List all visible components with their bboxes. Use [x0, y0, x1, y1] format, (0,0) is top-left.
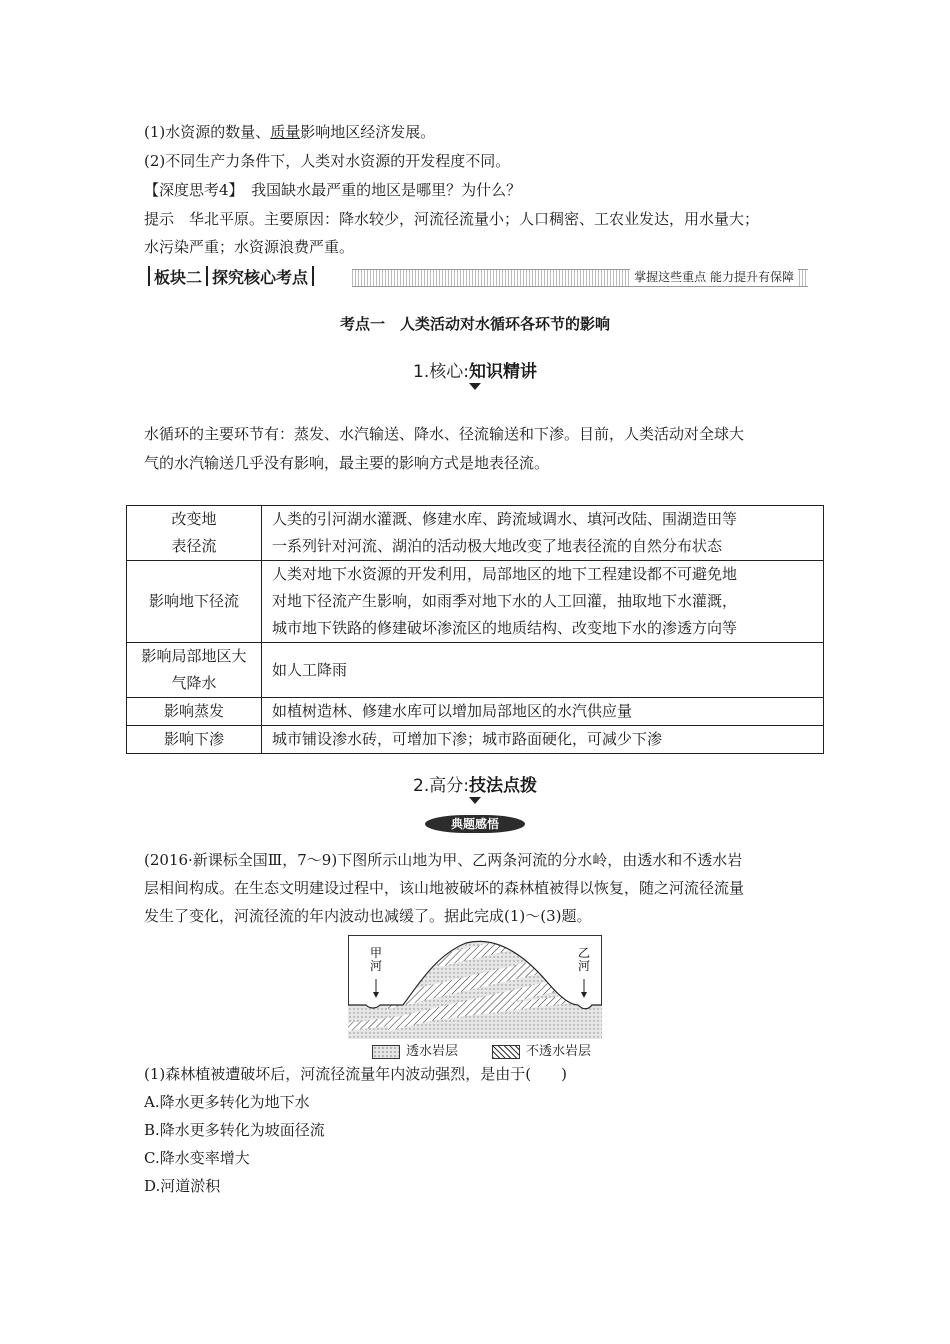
point-1: (1)水资源的数量、质量影响地区经济发展。	[144, 123, 436, 141]
down-triangle-icon	[469, 383, 481, 390]
left-river-label: 甲河	[369, 946, 383, 973]
q1-option-c[interactable]: C.降水变率增大	[144, 1149, 250, 1167]
table-desc: 如植树造林、修建水库可以增加局部地区的水汽供应量	[262, 698, 824, 726]
table-row	[127, 726, 824, 754]
table-desc: 人类的引河湖水灌溉、修建水库、跨流域调水、填河改陆、围湖造田等 一系列针对河流、湖泊的活动极大地改变了地表径流的自然分布状态	[262, 506, 824, 561]
table-desc: 人类对地下水资源的开发利用，局部地区的地下工程建设都不可避免地 对地下径流产生影响，如雨季对地下水的人工回灌，抽取地下水灌溉， 城市地下铁路的修建破坏渗流区的地质结构、改变地下水的渗透方向等	[262, 561, 824, 643]
table-desc: 城市铺设渗水砖，可增加下渗；城市路面硬化，可减少下渗	[262, 726, 824, 754]
typical-question-badge: 典题感悟	[425, 815, 525, 833]
section-1-num: 1.核心:	[413, 362, 469, 382]
table-key: 影响局部地区大 气降水	[127, 643, 262, 698]
section-banner	[144, 265, 810, 289]
table-key: 影响下渗	[127, 726, 262, 754]
down-triangle-icon	[469, 797, 481, 804]
deep-thinking-question: 我国缺水最严重的地区是哪里？为什么？	[251, 181, 522, 199]
banner-part: 板块二	[154, 267, 203, 287]
deep-thinking-tag: 【深度思考4】	[144, 181, 237, 199]
q1-option-d[interactable]: D.河道淤积	[144, 1177, 221, 1195]
table-key: 影响地下径流	[127, 561, 262, 643]
watershed-figure	[348, 935, 602, 1039]
banner-slogan: 掌握这些重点 能力提升有保障	[630, 268, 798, 286]
table-row	[127, 643, 824, 698]
table-key: 改变地 表径流	[127, 506, 262, 561]
hatch-swatch	[492, 1045, 520, 1059]
section-1-text-1: 水循环的主要环节有：蒸发、水汽输送、降水、径流输送和下渗。目前，人类活动对全球大	[144, 425, 745, 443]
table-row	[127, 561, 824, 643]
section-2-num: 2.高分:	[413, 776, 469, 796]
right-river-label: 乙河	[577, 946, 591, 973]
q1-option-b[interactable]: B.降水更多转化为坡面径流	[144, 1121, 325, 1139]
hint-line-2: 水污染严重；水资源浪费严重。	[144, 238, 355, 256]
legend-permeable: 透水岩层	[372, 1044, 458, 1060]
section-1-heading	[0, 357, 950, 390]
dots-swatch	[372, 1045, 400, 1059]
legend-impermeable: 不透水岩层	[492, 1044, 591, 1060]
section-2-heading	[0, 771, 950, 804]
table-row	[127, 506, 824, 561]
banner-title: 探究核心考点	[212, 267, 309, 287]
question-text-3: 发生了变化，河流径流的年内波动也减缓了。据此完成(1)～(3)题。	[144, 907, 592, 925]
impact-table	[126, 505, 824, 754]
q1-stem: (1)森林植被遭破坏后，河流径流量年内波动强烈，是由于( )	[144, 1065, 567, 1083]
section-1-text-2: 气的水汽输送几乎没有影响，最主要的影响方式是地表径流。	[144, 454, 550, 472]
question-text-2: 层相间构成。在生态文明建设过程中，该山地被破坏的森林植被得以恢复，随之河流径流量	[144, 879, 745, 897]
deep-thinking	[144, 180, 521, 200]
table-row	[127, 698, 824, 726]
topic-title: 考点一 人类活动对水循环各环节的影响	[339, 315, 610, 333]
underlined-quality: 质量	[270, 123, 301, 141]
section-2-name: 技法点拨	[468, 776, 537, 796]
point-2: (2)不同生产力条件下，人类对水资源的开发程度不同。	[144, 152, 511, 170]
question-text-1: (2016·新课标全国Ⅲ，7～9)下图所示山地为甲、乙两条河流的分水岭，由透水和不透水岩	[144, 851, 743, 869]
hint-line-1: 提示 华北平原。主要原因：降水较少，河流径流量小；人口稠密、工农业发达，用水量大；	[144, 210, 760, 228]
table-desc: 如人工降雨	[262, 643, 824, 698]
section-1-name: 知识精讲	[468, 362, 537, 382]
table-key: 影响蒸发	[127, 698, 262, 726]
q1-option-a[interactable]: A.降水更多转化为地下水	[144, 1093, 310, 1111]
